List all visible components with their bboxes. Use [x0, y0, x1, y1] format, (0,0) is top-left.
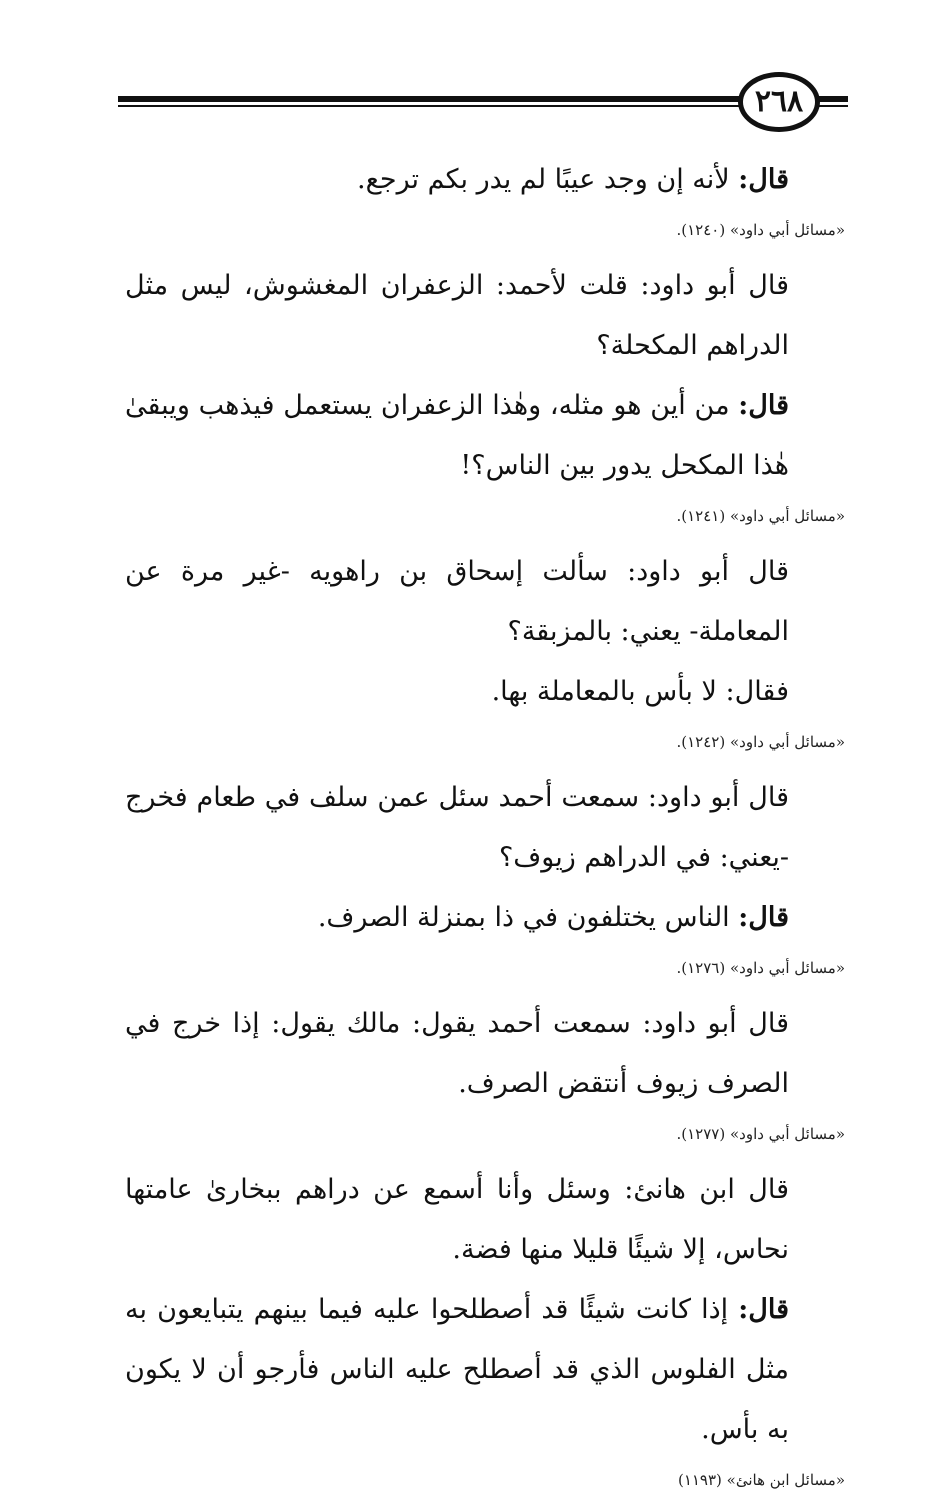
paragraph-text: قال أبو داود: سألت إسحاق بن راهويه -غير مرة عن المعاملة- يعني: بالمزبقة؟ — [125, 556, 789, 647]
paragraph — [125, 1160, 845, 1280]
page-number-badge — [738, 72, 820, 132]
citation: «مسائل أبي داود» (١٢٤٢). — [676, 733, 845, 751]
paragraph — [125, 888, 845, 948]
paragraph-text: قال أبو داود: سمعت أحمد سئل عمن سلف في طعام فخرج -يعني: في الدراهم زيوف؟ — [125, 782, 789, 873]
page-header — [118, 72, 848, 136]
paragraph — [125, 1280, 845, 1460]
citation: «مسائل أبي داود» (١٢٤٠). — [676, 221, 845, 239]
paragraph-text: إذا كانت شيئًا قد أصطلحوا عليه فيما بينهم يتبايعون به مثل الفلوس الذي قد أصطلح عليه الناس فأرجو أن لا يكون به بأس. — [125, 1294, 789, 1445]
paragraph-text: الناس يختلفون في ذا بمنزلة الصرف. — [317, 902, 739, 933]
header-rule — [118, 96, 740, 107]
header-rule-right — [818, 96, 848, 107]
citation: «مسائل أبي داود» (١٢٤١). — [676, 507, 845, 525]
speaker-label: قال: — [738, 164, 789, 195]
citation: «مسائل أبي داود» (١٢٧٦). — [676, 959, 845, 977]
speaker-label: قال: — [738, 1294, 789, 1325]
paragraph-text: لأنه إن وجد عيبًا لم يدر بكم ترجع. — [356, 164, 739, 195]
paragraph-text: قال ابن هانئ: وسئل وأنا أسمع عن دراهم ببخارىٰ عامتها نحاس، إلا شيئًا قليلا منها فضة. — [125, 1174, 789, 1265]
paragraph-text: فقال: لا بأس بالمعاملة بها. — [491, 676, 789, 707]
paragraph — [125, 662, 845, 722]
paragraph — [125, 768, 845, 888]
page-number: ٢٦٨ — [754, 84, 804, 119]
paragraph-text: من أين هو مثله، وهٰذا الزعفران يستعمل فيذهب ويبقىٰ هٰذا المكحل يدور بين الناس؟! — [125, 390, 789, 481]
page-body — [125, 150, 845, 1506]
speaker-label: قال: — [738, 902, 789, 933]
paragraph — [125, 376, 845, 496]
paragraph-text: قال أبو داود: قلت لأحمد: الزعفران المغشوش، ليس مثل الدراهم المكحلة؟ — [125, 270, 789, 361]
paragraph — [125, 542, 845, 662]
citation: «مسائل ابن هانئ» (١١٩٣) — [677, 1471, 845, 1489]
paragraph — [125, 256, 845, 376]
paragraph-text: قال أبو داود: سمعت أحمد يقول: مالك يقول: إذا خرج في الصرف زيوف أنتقض الصرف. — [125, 1008, 789, 1099]
paragraph — [125, 150, 845, 210]
citation: «مسائل أبي داود» (١٢٧٧). — [676, 1125, 845, 1143]
speaker-label: قال: — [738, 390, 789, 421]
paragraph — [125, 994, 845, 1114]
